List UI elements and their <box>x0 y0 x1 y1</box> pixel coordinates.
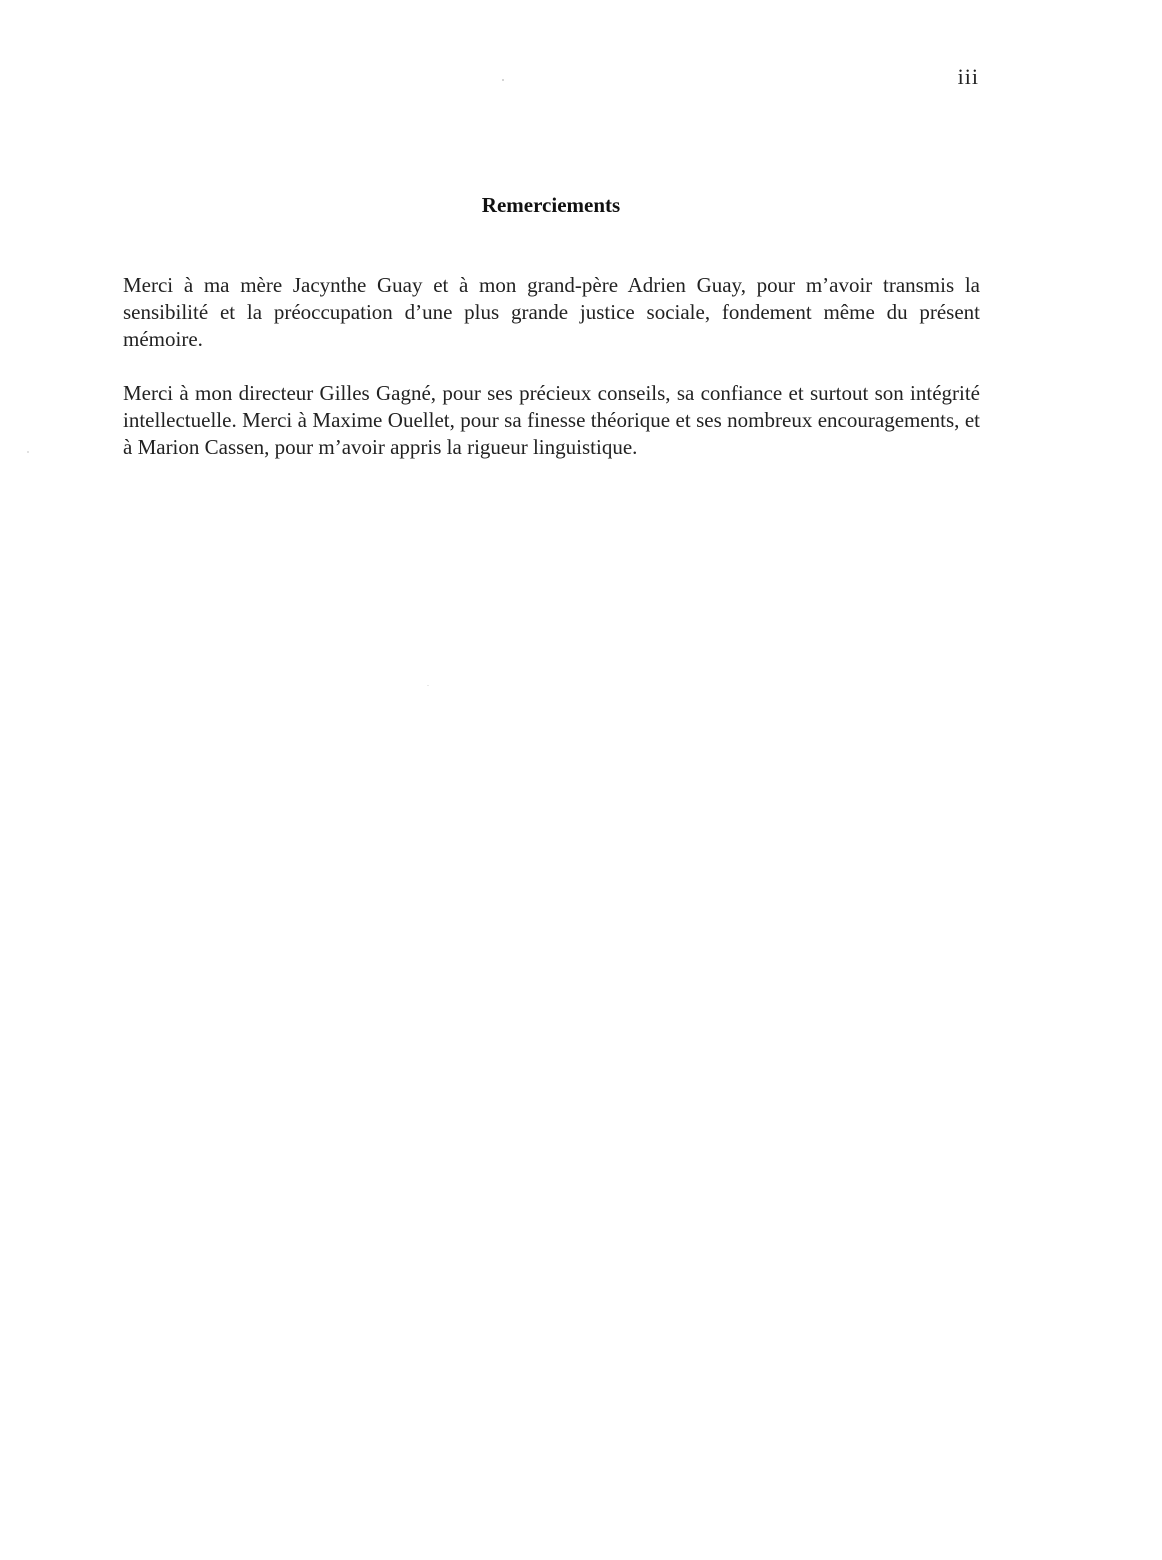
paragraph-advisors: Merci à mon directeur Gilles Gagné, pour ses précieux conseils, sa confiance et surtout son intégrité intellectuelle. Merci à Maxime Ouellet, pour sa finesse théorique et ses nombreux encouragements, et à Marion Cassen, pour m’avoir appris la rigueur linguistique. <box>123 381 980 459</box>
paragraph-family: Merci à ma mère Jacynthe Guay et à mon grand-père Adrien Guay, pour m’avoir transmis la sensibilité et la préoccupation d’une plus grande justice sociale, fondement même du présent mémoire. <box>123 273 980 351</box>
scan-speck <box>27 451 29 453</box>
scan-speck <box>502 79 504 81</box>
section-heading: Remerciements <box>481 193 621 217</box>
page-number: iii <box>957 64 979 89</box>
acknowledgements-body <box>123 272 980 488</box>
scan-speck <box>427 685 429 686</box>
